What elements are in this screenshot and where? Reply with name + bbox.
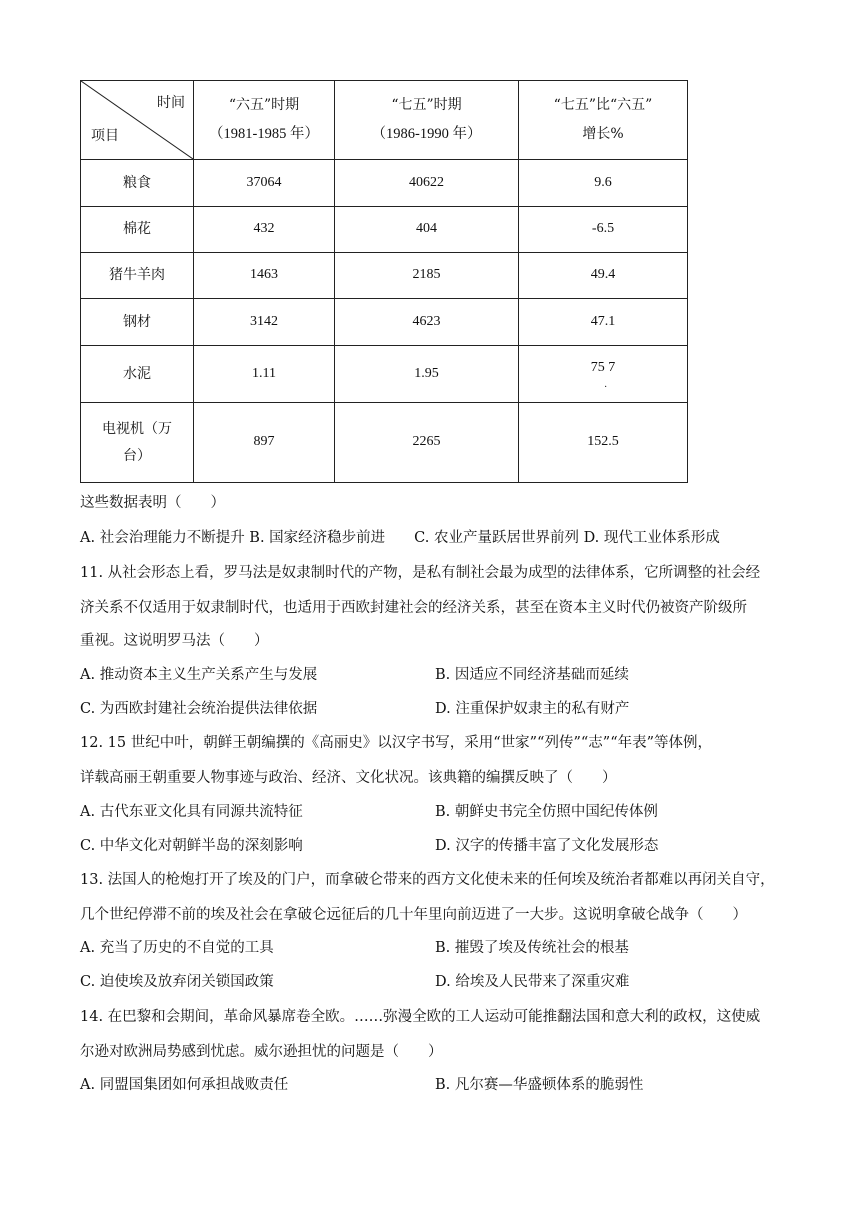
header-col-growth-title: “七五”比“六五” (553, 97, 653, 114)
row-value-65: 1.11 (194, 346, 335, 403)
row-growth: 9.6 (519, 160, 688, 207)
q14-line2: 尔逊对欧洲局势感到忧虑。威尔逊担忧的问题是（ ） (80, 1044, 443, 1060)
row-item: 水泥 (81, 346, 194, 403)
q10-stem: 这些数据表明（ ） (80, 495, 225, 511)
header-col-65-title: “六五”时期 (228, 96, 300, 113)
stray-dot: · (604, 382, 608, 393)
row-item: 棉花 (81, 207, 194, 253)
row-item: 猪牛羊肉 (81, 253, 194, 299)
row-value-65: 897 (194, 403, 335, 483)
diagonal-line (81, 81, 193, 159)
q11-line2: 济关系不仅适用于奴隶制时代，也适用于西欧封建社会的经济关系，甚至在资本主义时代仍被资产阶级所 (80, 600, 747, 616)
q14-line1: 14. 在巴黎和会期间，革命风暴席卷全欧。……弥漫全欧的工人运动可能推翻法国和意大利的政权，这使威 (80, 1009, 761, 1025)
q11-option-c: C. 为西欧封建社会统治提供法律依据 (80, 701, 318, 717)
q11-option-d: D. 注重保护奴隶主的私有财产 (435, 701, 630, 717)
row-value-65: 432 (194, 207, 335, 253)
q10-options: A. 社会治理能力不断提升 B. 国家经济稳步前进 C. 农业产量跃居世界前列 D. 现代工业体系形成 (80, 530, 720, 546)
q13-option-b: B. 摧毁了埃及传统社会的根基 (435, 940, 629, 956)
header-col-75 (335, 81, 519, 160)
row-growth-cell (519, 346, 688, 403)
q13-line2: 几个世纪停滞不前的埃及社会在拿破仑远征后的几十年里向前迈进了一大步。这说明拿破仑战争（ ） (80, 907, 747, 923)
diagonal-header-cell (81, 81, 194, 160)
table-header-row (81, 81, 688, 160)
q12-option-d: D. 汉字的传播丰富了文化发展形态 (435, 838, 659, 854)
q12-line1: 12. 15 世纪中叶，朝鲜王朝编撰的《高丽史》以汉字书写，采用“世家”“列传”“志”“年表”等体例， (80, 735, 713, 751)
row-value-65: 37064 (194, 160, 335, 207)
table-row (81, 253, 688, 299)
q13-option-d: D. 给埃及人民带来了深重灾难 (435, 974, 630, 990)
row-item-line1: 电视机（万 (102, 420, 172, 437)
q13-option-a: A. 充当了历史的不自觉的工具 (80, 940, 274, 956)
q13-line1: 13. 法国人的枪炮打开了埃及的门户，而拿破仑带来的西方文化使未来的任何埃及统治者都难以再闭关自守， (80, 872, 775, 888)
row-value-75: 2265 (335, 403, 519, 483)
header-col-65 (194, 81, 335, 160)
row-growth: 152.5 (519, 403, 688, 483)
q11-option-a: A. 推动资本主义生产关系产生与发展 (80, 667, 318, 683)
table-row (81, 160, 688, 207)
row-value-75: 2185 (335, 253, 519, 299)
header-col-65-years: （1981-1985 年） (209, 125, 319, 142)
header-col-growth-unit: 增长% (582, 126, 624, 142)
row-growth: 49.4 (519, 253, 688, 299)
q11-option-b: B. 因适应不同经济基础而延续 (435, 667, 629, 683)
row-item: 钢材 (81, 299, 194, 346)
table-row (81, 403, 688, 483)
q14-option-b: B. 凡尔赛—华盛顿体系的脆弱性 (435, 1077, 644, 1093)
q12-option-b: B. 朝鲜史书完全仿照中国纪传体例 (435, 804, 658, 820)
row-value-75: 40622 (335, 160, 519, 207)
q14-option-a: A. 同盟国集团如何承担战败责任 (80, 1077, 289, 1093)
q12-option-a: A. 古代东亚文化具有同源共流特征 (80, 804, 303, 820)
row-value-65: 3142 (194, 299, 335, 346)
q11-line3: 重视。这说明罗马法（ ） (80, 633, 269, 649)
row-item-line2: 台） (123, 447, 151, 464)
header-col-growth (519, 81, 688, 160)
row-item (81, 403, 194, 483)
q13-option-c: C. 迫使埃及放弃闭关锁国政策 (80, 974, 274, 990)
header-col-75-title: “七五”时期 (391, 96, 462, 113)
row-value-75: 404 (335, 207, 519, 253)
statistics-table (80, 80, 688, 483)
row-value-75: 1.95 (335, 346, 519, 403)
row-value-65: 1463 (194, 253, 335, 299)
row-item: 粮食 (81, 160, 194, 207)
q11-line1: 11. 从社会形态上看，罗马法是奴隶制时代的产物，是私有制社会最为成型的法律体系，它所调整的社会经 (80, 565, 761, 581)
q12-option-c: C. 中华文化对朝鲜半岛的深刻影响 (80, 838, 303, 854)
table-row (81, 346, 688, 403)
row-growth: -6.5 (519, 207, 688, 253)
table-row (81, 299, 688, 346)
header-time-label: 时间 (157, 95, 185, 111)
table-row (81, 207, 688, 253)
q12-line2: 详载高丽王朝重要人物事迹与政治、经济、文化状况。该典籍的编撰反映了（ ） (80, 770, 617, 786)
row-growth: 47.1 (519, 299, 688, 346)
row-growth: 75 7 (590, 359, 616, 375)
row-value-75: 4623 (335, 299, 519, 346)
header-item-label: 项目 (91, 128, 119, 145)
header-col-75-years: （1986-1990 年） (371, 125, 482, 142)
